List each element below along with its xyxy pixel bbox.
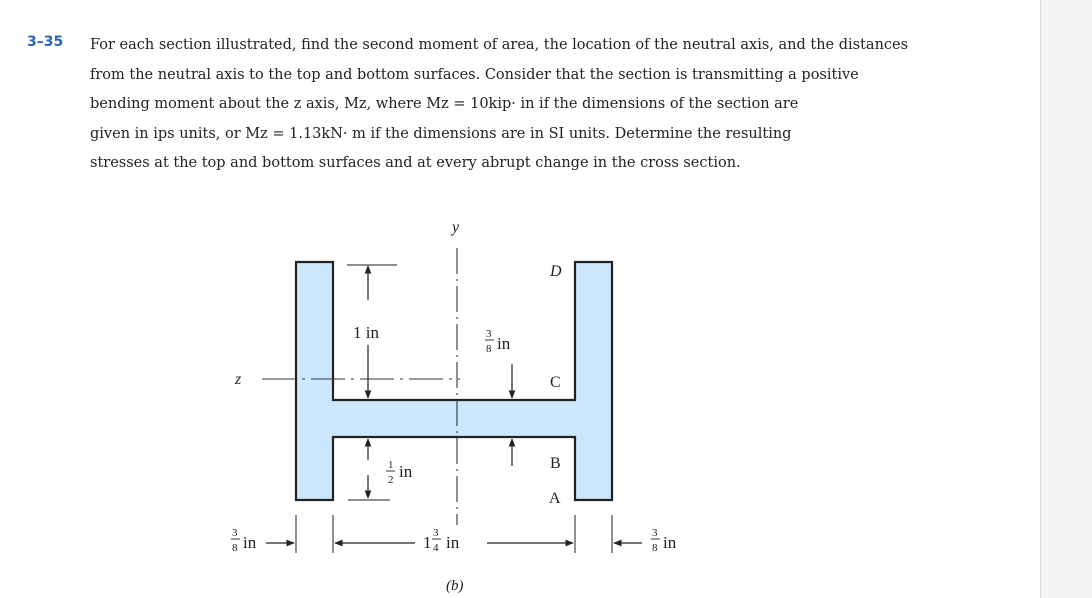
side-panel	[1040, 0, 1092, 598]
axis-y-label: y	[452, 219, 460, 236]
dim-flange-denominator: 8	[486, 343, 492, 355]
problem-line: bending moment about the z axis, Mz, where Mz = 10kip· in if the dimensions of the section are	[90, 96, 799, 112]
dim-width-denominator: 4	[433, 542, 439, 554]
axis-z-label: z	[235, 371, 242, 388]
problem-number: 3–35	[27, 34, 64, 50]
point-b-label: B	[550, 455, 561, 472]
dim-flange-numerator: 3	[486, 328, 492, 340]
figure-caption: (b)	[446, 578, 464, 594]
dim-left-unit: in	[243, 533, 257, 552]
dim-half-numerator: 1	[388, 459, 394, 471]
dim-half-denominator: 2	[388, 474, 394, 486]
problem-line: stresses at the top and bottom surfaces and at every abrupt change in the cross section.	[90, 155, 741, 171]
problem-line: given in ips units, or Mz = 1.13kN· m if the dimensions are in SI units. Determine the resulting	[90, 125, 792, 142]
dim-width-numerator: 3	[433, 527, 439, 539]
dim-left-denominator: 8	[232, 542, 238, 554]
point-a-label: A	[549, 490, 561, 507]
point-c-label: C	[550, 374, 561, 391]
dim-half-unit: in	[399, 462, 413, 481]
dim-right-denominator: 8	[652, 542, 658, 554]
dim-1in-label: 1 in	[353, 323, 379, 342]
dim-right-numerator: 3	[652, 527, 658, 539]
point-d-label: D	[550, 263, 562, 280]
dim-right-unit: in	[663, 533, 677, 552]
dim-left-numerator: 3	[232, 527, 238, 539]
dim-flange-unit: in	[497, 334, 511, 353]
problem-line: For each section illustrated, find the second moment of area, the location of the neutral axis, and the distances	[90, 37, 909, 53]
cross-section-shape	[296, 262, 612, 500]
dim-width-whole: 1	[423, 533, 432, 552]
problem-line: from the neutral axis to the top and bottom surfaces. Consider that the section is transmitting a positive	[90, 66, 859, 83]
dim-width-unit: in	[446, 533, 460, 552]
